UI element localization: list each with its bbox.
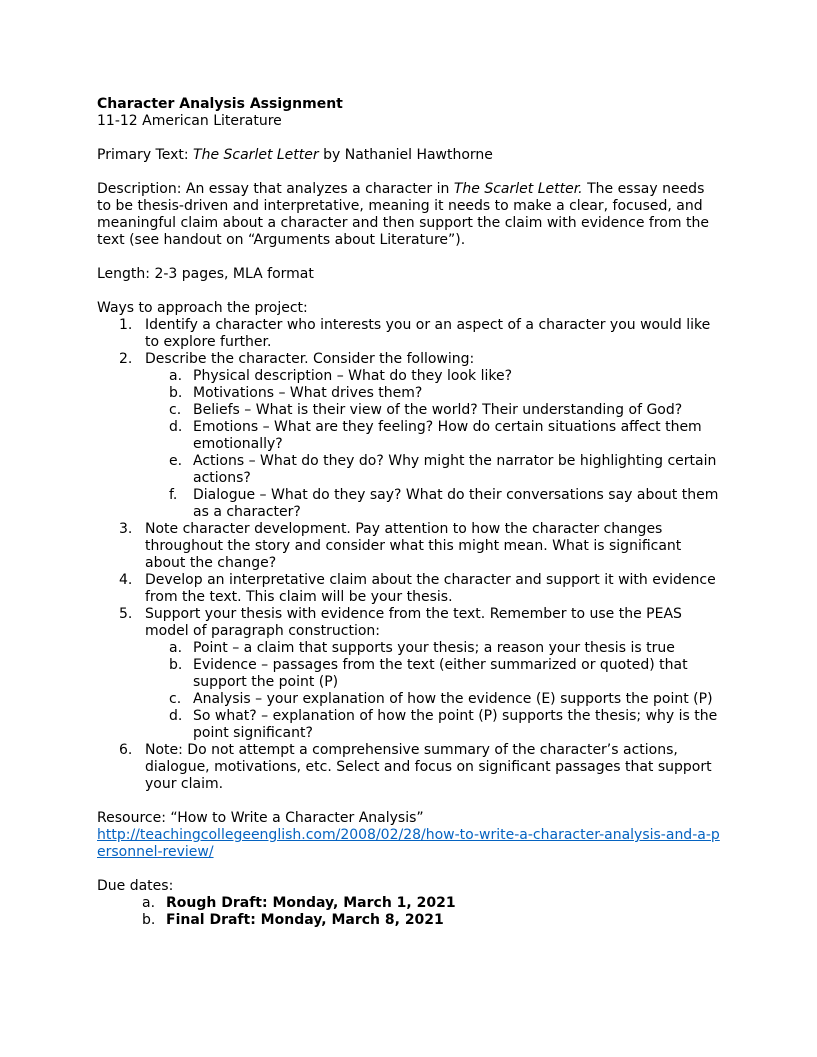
sub-list-letter: e. xyxy=(169,453,183,469)
length-requirement: Length: 2-3 pages, MLA format xyxy=(97,266,314,282)
list-item xyxy=(97,351,722,521)
primary-text-title: The Scarlet Letter xyxy=(193,147,319,163)
list-number: 6. xyxy=(119,742,133,758)
resource-label: Resource: “How to Write a Character Analysis” xyxy=(97,810,424,826)
sub-list-letter: d. xyxy=(169,708,183,724)
due-date-item xyxy=(97,912,722,929)
primary-text-author: by Nathaniel Hawthorne xyxy=(318,147,493,163)
list-item xyxy=(97,521,722,572)
list-item xyxy=(97,606,722,742)
sub-list-letter: d. xyxy=(169,419,183,435)
list-item xyxy=(97,572,722,606)
sub-list-item-text: Dialogue – What do they say? What do their conversations say about them as a character? xyxy=(193,487,719,520)
sub-list-item-text: So what? – explanation of how the point (P) supports the thesis; why is the point significant? xyxy=(193,708,718,741)
sub-list-item-text: Evidence – passages from the text (either summarized or quoted) that support the point (P) xyxy=(193,657,688,690)
course-name: 11-12 American Literature xyxy=(97,113,282,129)
sub-list-letter: f. xyxy=(169,487,178,503)
description-paragraph xyxy=(97,181,722,249)
due-date-item xyxy=(97,895,722,912)
sub-list-item-text: Point – a claim that supports your thesis; a reason your thesis is true xyxy=(193,640,675,656)
ways-heading: Ways to approach the project: xyxy=(97,300,308,316)
document-page xyxy=(97,96,722,929)
sub-list-item xyxy=(145,708,722,742)
ways-list xyxy=(97,317,722,793)
description-rest: The essay needs to be thesis-driven and interpretative, meaning it needs to make a clear, focused, and meaningful claim about a character and then support the claim with evidence from the text (see handout on “Arguments about Literature”). xyxy=(97,181,709,248)
due-dates-list xyxy=(97,895,722,929)
sub-list-item-text: Analysis – your explanation of how the evidence (E) supports the point (P) xyxy=(193,691,713,707)
sub-list xyxy=(145,640,722,742)
sub-list-item xyxy=(145,419,722,453)
primary-text-line xyxy=(97,147,722,164)
list-item-text: Note character development. Pay attention to how the character changes throughout the story and consider what this might mean. What is significant about the change? xyxy=(145,521,682,571)
sub-list-item-text: Actions – What do they do? Why might the narrator be highlighting certain actions? xyxy=(193,453,717,486)
sub-list-letter: c. xyxy=(169,402,182,418)
sub-list-item xyxy=(145,402,722,419)
list-number: 5. xyxy=(119,606,133,622)
sub-list-item-text: Beliefs – What is their view of the world? Their understanding of God? xyxy=(193,402,683,418)
list-item-text: Describe the character. Consider the following: xyxy=(145,351,475,367)
assignment-title: Character Analysis Assignment xyxy=(97,96,343,112)
sub-list-item-text: Physical description – What do they look like? xyxy=(193,368,512,384)
description-lead: Description: An essay that analyzes a character in xyxy=(97,181,454,197)
sub-list-item xyxy=(145,640,722,657)
sub-list-item xyxy=(145,453,722,487)
list-item-text: Note: Do not attempt a comprehensive summary of the character’s actions, dialogue, motivations, etc. Select and focus on significant passages that support your claim. xyxy=(145,742,712,792)
due-date-text: Rough Draft: Monday, March 1, 2021 xyxy=(166,895,456,911)
sub-list-item-text: Motivations – What drives them? xyxy=(193,385,423,401)
sub-list-letter: a. xyxy=(169,368,183,384)
list-item xyxy=(97,742,722,793)
resource-link[interactable]: http://teachingcollegeenglish.com/2008/02/28/how-to-write-a-character-analysis-and-a-personnel-review/ xyxy=(97,827,720,860)
sub-list-letter: c. xyxy=(169,691,182,707)
list-item-text: Support your thesis with evidence from the text. Remember to use the PEAS model of paragraph construction: xyxy=(145,606,682,639)
sub-list xyxy=(145,368,722,521)
sub-list-letter: b. xyxy=(169,657,183,673)
sub-list-item xyxy=(145,385,722,402)
sub-list-item-text: Emotions – What are they feeling? How do certain situations affect them emotionally? xyxy=(193,419,702,452)
sub-list-item xyxy=(145,368,722,385)
due-dates-heading: Due dates: xyxy=(97,878,174,894)
sub-list-letter: a. xyxy=(169,640,183,656)
primary-text-label: Primary Text: xyxy=(97,147,194,163)
list-item-text: Identify a character who interests you or an aspect of a character you would like to explore further. xyxy=(145,317,711,350)
sub-list-letter: b. xyxy=(169,385,183,401)
sub-list-item xyxy=(145,691,722,708)
description-title: The Scarlet Letter. xyxy=(453,181,583,197)
list-number: 4. xyxy=(119,572,133,588)
sub-list-item xyxy=(145,487,722,521)
list-number: 2. xyxy=(119,351,133,367)
list-number: 1. xyxy=(119,317,133,333)
due-date-letter: a. xyxy=(142,895,156,911)
list-item-text: Develop an interpretative claim about the character and support it with evidence from the text. This claim will be your thesis. xyxy=(145,572,716,605)
list-item xyxy=(97,317,722,351)
list-number: 3. xyxy=(119,521,133,537)
due-date-text: Final Draft: Monday, March 8, 2021 xyxy=(166,912,444,928)
due-date-letter: b. xyxy=(142,912,156,928)
sub-list-item xyxy=(145,657,722,691)
